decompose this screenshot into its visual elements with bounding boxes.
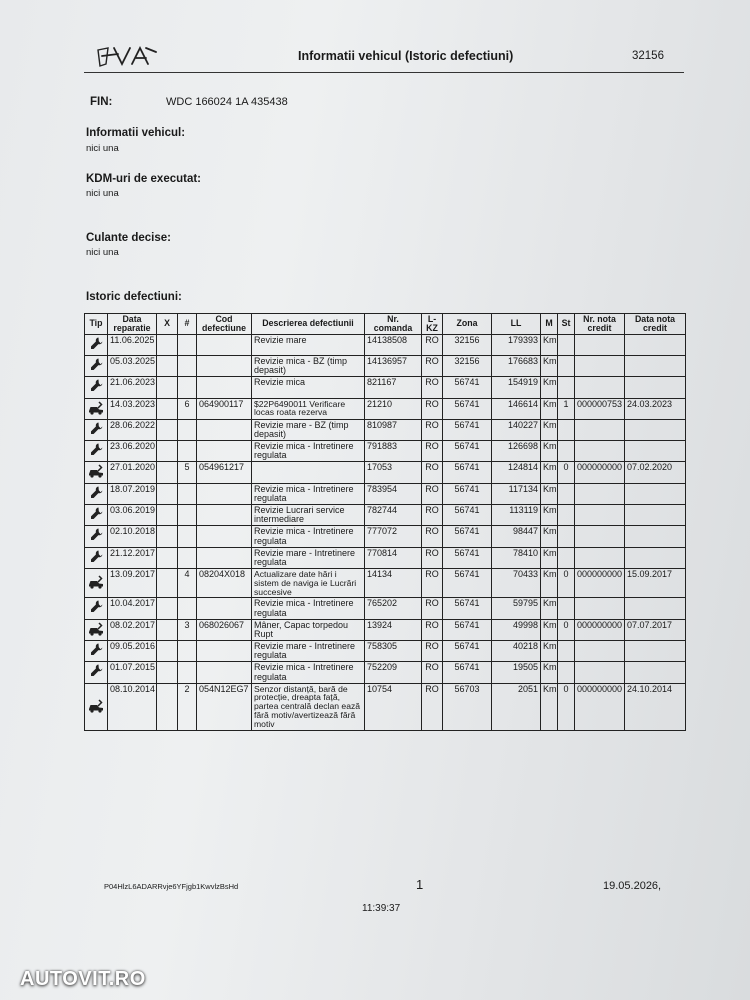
row-description: Revizie mica - Intretinere regulata [252, 662, 365, 683]
row-order-number: 758305 [365, 641, 422, 662]
row-mileage: 59795 [492, 598, 541, 619]
row-unit: Km [541, 398, 558, 419]
row-zone: 56703 [443, 683, 492, 730]
row-x [157, 441, 178, 462]
row-credit-note [575, 377, 625, 398]
footer-page-number: 1 [416, 877, 424, 892]
row-defect-code [197, 526, 252, 547]
table-row [85, 398, 686, 419]
car-repair-icon [85, 683, 108, 730]
row-zone: 56741 [443, 398, 492, 419]
row-x [157, 569, 178, 598]
row-unit: Km [541, 598, 558, 619]
culante-label: Culante decise: [86, 232, 171, 244]
row-order-number: 752209 [365, 662, 422, 683]
table-row [85, 356, 686, 377]
row-country: RO [422, 526, 443, 547]
wrench-icon [85, 419, 108, 440]
row-zone: 56741 [443, 419, 492, 440]
row-credit-date [625, 377, 686, 398]
row-defect-code [197, 598, 252, 619]
row-description: Revizie mica - Intretinere regulata [252, 598, 365, 619]
car-repair-icon [85, 569, 108, 598]
row-country: RO [422, 641, 443, 662]
row-date: 11.06.2025 [108, 334, 157, 355]
row-country: RO [422, 569, 443, 598]
fin-value: WDC 166024 1A 435438 [166, 96, 288, 108]
row-credit-note [575, 356, 625, 377]
row-credit-date [625, 662, 686, 683]
row-x [157, 619, 178, 640]
row-unit: Km [541, 462, 558, 483]
col-header: LL [492, 314, 541, 335]
row-x [157, 598, 178, 619]
table-row [85, 483, 686, 504]
row-mileage: 126698 [492, 441, 541, 462]
row-credit-date: 15.09.2017 [625, 569, 686, 598]
wrench-icon [85, 547, 108, 568]
row-credit-date [625, 526, 686, 547]
col-header: Nr. comanda [365, 314, 422, 335]
row-defect-code: 08204X018 [197, 569, 252, 598]
table-row [85, 334, 686, 355]
table-row [85, 619, 686, 640]
row-credit-note: 000000000 [575, 619, 625, 640]
row-date: 01.07.2015 [108, 662, 157, 683]
row-country: RO [422, 505, 443, 526]
row-status [558, 334, 575, 355]
row-status [558, 441, 575, 462]
row-zone: 56741 [443, 441, 492, 462]
row-order-number: 14134 [365, 569, 422, 598]
row-description: Revizie mare [252, 334, 365, 355]
history-label: Istoric defectiuni: [86, 291, 182, 303]
row-defect-code [197, 641, 252, 662]
wrench-icon [85, 526, 108, 547]
kdm-label: KDM-uri de executat: [86, 173, 202, 185]
row-country: RO [422, 356, 443, 377]
row-country: RO [422, 683, 443, 730]
eva-logo [96, 44, 158, 70]
row-order-number: 17053 [365, 462, 422, 483]
row-credit-note [575, 505, 625, 526]
table-row [85, 598, 686, 619]
row-description: $22P6490011 Verificare locas roata rezerva [252, 398, 365, 419]
table-row [85, 641, 686, 662]
fin-label: FIN: [90, 96, 113, 108]
row-description: Revizie mica - Intretinere regulata [252, 441, 365, 462]
row-credit-note [575, 662, 625, 683]
row-date: 08.02.2017 [108, 619, 157, 640]
row-defect-code: 054961217 [197, 462, 252, 483]
table-row [85, 505, 686, 526]
col-header: # [178, 314, 197, 335]
row-number [178, 598, 197, 619]
row-x [157, 547, 178, 568]
row-date: 27.01.2020 [108, 462, 157, 483]
row-credit-date [625, 547, 686, 568]
row-mileage: 154919 [492, 377, 541, 398]
row-status [558, 547, 575, 568]
row-order-number: 783954 [365, 483, 422, 504]
row-credit-note [575, 641, 625, 662]
row-country: RO [422, 398, 443, 419]
row-zone: 56741 [443, 598, 492, 619]
row-country: RO [422, 334, 443, 355]
row-status: 0 [558, 569, 575, 598]
row-number [178, 547, 197, 568]
row-credit-note: 000000753 [575, 398, 625, 419]
table-row [85, 377, 686, 398]
table-row [85, 526, 686, 547]
row-unit: Km [541, 441, 558, 462]
row-defect-code [197, 419, 252, 440]
kdm-value: nici una [86, 188, 119, 199]
row-x [157, 356, 178, 377]
col-header: Data reparatie [108, 314, 157, 335]
row-defect-code [197, 377, 252, 398]
row-mileage: 117134 [492, 483, 541, 504]
footer-document-id: P04HlzL6ADARRvje6YFjgb1KwvlzBsHd [104, 882, 239, 891]
row-mileage: 124814 [492, 462, 541, 483]
row-defect-code [197, 441, 252, 462]
row-zone: 32156 [443, 356, 492, 377]
row-mileage: 49998 [492, 619, 541, 640]
table-row [85, 547, 686, 568]
vehicle-info-label: Informatii vehicul: [86, 127, 186, 139]
wrench-icon [85, 441, 108, 462]
row-credit-date [625, 483, 686, 504]
row-order-number: 791883 [365, 441, 422, 462]
row-description: Revizie mare - Intretinere regulata [252, 547, 365, 568]
row-status [558, 662, 575, 683]
row-unit: Km [541, 683, 558, 730]
row-date: 18.07.2019 [108, 483, 157, 504]
row-date: 09.05.2016 [108, 641, 157, 662]
wrench-icon [85, 334, 108, 355]
table-row [85, 441, 686, 462]
wrench-icon [85, 598, 108, 619]
table-row [85, 569, 686, 598]
row-x [157, 526, 178, 547]
row-zone: 56741 [443, 547, 492, 568]
row-unit: Km [541, 334, 558, 355]
row-x [157, 483, 178, 504]
row-description [252, 462, 365, 483]
row-number [178, 641, 197, 662]
col-header: Data nota credit [625, 314, 686, 335]
row-credit-date [625, 334, 686, 355]
row-zone: 56741 [443, 505, 492, 526]
row-credit-date [625, 598, 686, 619]
col-header: Zona [443, 314, 492, 335]
row-unit: Km [541, 483, 558, 504]
row-unit: Km [541, 641, 558, 662]
defect-history-table [84, 313, 686, 731]
row-credit-note [575, 419, 625, 440]
table-row [85, 662, 686, 683]
row-x [157, 505, 178, 526]
row-status [558, 419, 575, 440]
row-zone: 56741 [443, 483, 492, 504]
row-defect-code [197, 662, 252, 683]
row-defect-code [197, 547, 252, 568]
header-divider [84, 72, 684, 73]
row-number [178, 377, 197, 398]
row-mileage: 19505 [492, 662, 541, 683]
row-date: 23.06.2020 [108, 441, 157, 462]
row-zone: 56741 [443, 526, 492, 547]
col-header: St [558, 314, 575, 335]
col-header: Tip [85, 314, 108, 335]
row-status: 0 [558, 683, 575, 730]
row-defect-code: 054N12EG7 [197, 683, 252, 730]
col-header: X [157, 314, 178, 335]
row-number: 4 [178, 569, 197, 598]
row-mileage: 40218 [492, 641, 541, 662]
row-description: Revizie mica - Intretinere regulata [252, 526, 365, 547]
row-status [558, 641, 575, 662]
row-order-number: 14138508 [365, 334, 422, 355]
row-country: RO [422, 462, 443, 483]
row-unit: Km [541, 526, 558, 547]
row-date: 21.06.2023 [108, 377, 157, 398]
row-unit: Km [541, 619, 558, 640]
row-description: Actualizare date hări i sistem de naviga ie Lucrări succesive [252, 569, 365, 598]
row-number: 3 [178, 619, 197, 640]
culante-value: nici una [86, 247, 119, 258]
row-defect-code [197, 483, 252, 504]
row-description: Revizie Lucrari service intermediare [252, 505, 365, 526]
row-x [157, 662, 178, 683]
car-repair-icon [85, 619, 108, 640]
row-x [157, 377, 178, 398]
footer-time: 11:39:37 [362, 903, 401, 914]
row-number [178, 356, 197, 377]
row-status [558, 377, 575, 398]
row-order-number: 14136957 [365, 356, 422, 377]
row-date: 28.06.2022 [108, 419, 157, 440]
row-status [558, 483, 575, 504]
row-country: RO [422, 598, 443, 619]
col-header: Descrierea defectiunii [252, 314, 365, 335]
row-country: RO [422, 662, 443, 683]
wrench-icon [85, 483, 108, 504]
row-credit-note: 000000000 [575, 683, 625, 730]
row-unit: Km [541, 662, 558, 683]
col-header: M [541, 314, 558, 335]
row-x [157, 334, 178, 355]
row-description: Revizie mare - BZ (timp depasit) [252, 419, 365, 440]
row-number: 2 [178, 683, 197, 730]
vehicle-info-value: nici una [86, 143, 119, 154]
row-description: Revizie mare - Intretinere regulata [252, 641, 365, 662]
row-number [178, 505, 197, 526]
row-credit-note: 000000000 [575, 462, 625, 483]
row-date: 08.10.2014 [108, 683, 157, 730]
col-header: Cod defectiune [197, 314, 252, 335]
row-order-number: 21210 [365, 398, 422, 419]
col-header: L-KZ [422, 314, 443, 335]
row-mileage: 98447 [492, 526, 541, 547]
row-credit-note: 000000000 [575, 569, 625, 598]
row-credit-date: 07.02.2020 [625, 462, 686, 483]
table-header-row [85, 314, 686, 335]
page-title: Informatii vehicul (Istoric defectiuni) [298, 49, 514, 63]
row-credit-date [625, 419, 686, 440]
table-row [85, 419, 686, 440]
row-zone: 56741 [443, 462, 492, 483]
row-credit-date: 24.03.2023 [625, 398, 686, 419]
row-mileage: 70433 [492, 569, 541, 598]
row-x [157, 419, 178, 440]
row-status [558, 505, 575, 526]
row-number [178, 334, 197, 355]
row-credit-note [575, 598, 625, 619]
wrench-icon [85, 356, 108, 377]
row-credit-date: 24.10.2014 [625, 683, 686, 730]
row-credit-note [575, 441, 625, 462]
row-x [157, 683, 178, 730]
row-mileage: 176683 [492, 356, 541, 377]
car-repair-icon [85, 398, 108, 419]
row-credit-date [625, 356, 686, 377]
row-x [157, 641, 178, 662]
row-order-number: 13924 [365, 619, 422, 640]
row-order-number: 777072 [365, 526, 422, 547]
row-number [178, 441, 197, 462]
row-credit-date [625, 441, 686, 462]
row-defect-code [197, 334, 252, 355]
row-number [178, 526, 197, 547]
row-number [178, 662, 197, 683]
row-credit-date [625, 505, 686, 526]
row-unit: Km [541, 505, 558, 526]
row-status: 0 [558, 462, 575, 483]
row-unit: Km [541, 419, 558, 440]
row-credit-note [575, 547, 625, 568]
col-header: Nr. nota credit [575, 314, 625, 335]
row-status [558, 356, 575, 377]
document-number: 32156 [632, 50, 664, 62]
wrench-icon [85, 377, 108, 398]
row-order-number: 765202 [365, 598, 422, 619]
row-zone: 56741 [443, 569, 492, 598]
row-zone: 56741 [443, 641, 492, 662]
row-defect-code: 064900117 [197, 398, 252, 419]
row-defect-code [197, 356, 252, 377]
row-mileage: 179393 [492, 334, 541, 355]
watermark: AUTOVIT.RO [20, 968, 146, 990]
row-date: 14.03.2023 [108, 398, 157, 419]
row-status: 0 [558, 619, 575, 640]
row-unit: Km [541, 377, 558, 398]
row-order-number: 10754 [365, 683, 422, 730]
row-number: 6 [178, 398, 197, 419]
row-date: 02.10.2018 [108, 526, 157, 547]
row-description: Senzor distanță, bară de protecție, dreapta față, partea centrală declan ează fără motiv/avertizează fără motiv [252, 683, 365, 730]
row-credit-date: 07.07.2017 [625, 619, 686, 640]
row-credit-note [575, 526, 625, 547]
row-mileage: 140227 [492, 419, 541, 440]
row-description: Revizie mica [252, 377, 365, 398]
table-row [85, 462, 686, 483]
wrench-icon [85, 505, 108, 526]
row-order-number: 821167 [365, 377, 422, 398]
row-defect-code: 068026067 [197, 619, 252, 640]
table-row [85, 683, 686, 730]
row-date: 13.09.2017 [108, 569, 157, 598]
row-mileage: 2051 [492, 683, 541, 730]
row-description: Mâner, Capac torpedou Rupt [252, 619, 365, 640]
row-unit: Km [541, 569, 558, 598]
row-description: Revizie mica - Intretinere regulata [252, 483, 365, 504]
row-unit: Km [541, 547, 558, 568]
row-status [558, 598, 575, 619]
row-description: Revizie mica - BZ (timp depasit) [252, 356, 365, 377]
row-number [178, 419, 197, 440]
row-number [178, 483, 197, 504]
row-country: RO [422, 547, 443, 568]
row-date: 03.06.2019 [108, 505, 157, 526]
row-defect-code [197, 505, 252, 526]
row-country: RO [422, 419, 443, 440]
row-country: RO [422, 483, 443, 504]
row-mileage: 146614 [492, 398, 541, 419]
row-date: 21.12.2017 [108, 547, 157, 568]
row-zone: 56741 [443, 662, 492, 683]
row-status: 1 [558, 398, 575, 419]
row-country: RO [422, 441, 443, 462]
row-credit-date [625, 641, 686, 662]
row-number: 5 [178, 462, 197, 483]
row-order-number: 770814 [365, 547, 422, 568]
row-zone: 32156 [443, 334, 492, 355]
row-zone: 56741 [443, 619, 492, 640]
row-country: RO [422, 619, 443, 640]
row-x [157, 398, 178, 419]
row-date: 10.04.2017 [108, 598, 157, 619]
row-order-number: 782744 [365, 505, 422, 526]
row-mileage: 113119 [492, 505, 541, 526]
row-country: RO [422, 377, 443, 398]
row-credit-note [575, 483, 625, 504]
row-date: 05.03.2025 [108, 356, 157, 377]
car-repair-icon [85, 462, 108, 483]
row-zone: 56741 [443, 377, 492, 398]
wrench-icon [85, 641, 108, 662]
row-status [558, 526, 575, 547]
row-x [157, 462, 178, 483]
row-mileage: 78410 [492, 547, 541, 568]
row-unit: Km [541, 356, 558, 377]
footer-date: 19.05.2026, [603, 880, 662, 892]
row-credit-note [575, 334, 625, 355]
row-order-number: 810987 [365, 419, 422, 440]
wrench-icon [85, 662, 108, 683]
